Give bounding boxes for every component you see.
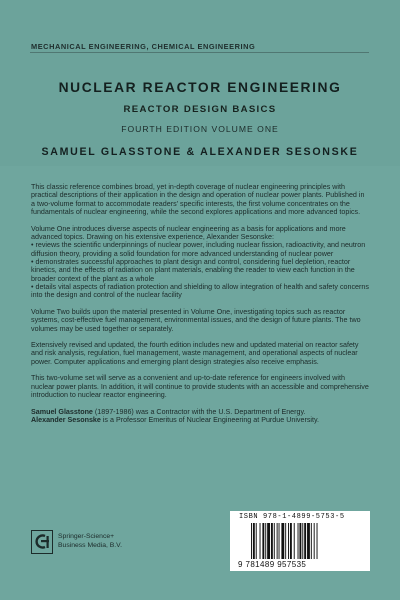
book-title: NUCLEAR REACTOR ENGINEERING <box>58 80 342 95</box>
author-bio: (1897-1986) was a Contractor with the U.S. Department of Energy. <box>92 407 306 416</box>
bullet-item: • details vital aspects of radiation protection and shielding to allow integration of health and safety concerns into the design and control of the nuclear facility <box>31 282 369 300</box>
series-divider <box>30 52 369 53</box>
barcode <box>250 523 362 559</box>
bullet-item: • reviews the scientific underpinnings of nuclear power, including nuclear fission, radioactivity, and neutron diffusion theory, providing a solid foundation for more advanced understanding of nuclear power <box>31 241 366 258</box>
description <box>31 183 370 432</box>
paragraph: Volume Two builds upon the material presented in Volume One, investigating topics such as reactor systems, cost-effective fuel management, environmental issues, and the design of future plants. The two volumes may be used together or separately. <box>31 307 361 333</box>
authors: SAMUEL GLASSTONE & ALEXANDER SESONSKE <box>41 146 359 158</box>
book-subtitle: REACTOR DESIGN BASICS <box>123 104 277 115</box>
paragraph: This two-volume set will serve as a convenient and up-to-date reference for engineers involved with nuclear power plants. In addition, it will continue to provide students with an accessible and comprehensive introduction to nuclear reactor engineering. <box>31 374 369 399</box>
paragraph: This classic reference combines broad, yet in-depth coverage of nuclear engineering principles with practical descriptions of their application in the design and operation of nuclear power plants. Published in a two-volume format to accommodate readers' specific interests, the first volume concentrates on the fundamentals of nuclear engineering, while the second explores applications and more advanced topics. <box>31 183 365 217</box>
publisher-line: Business Media, B.V. <box>58 542 122 549</box>
author-bio: is a Professor Emeritus of Nuclear Engineering at Purdue University. <box>100 415 320 424</box>
publisher-line: Springer-Science+ <box>58 533 115 540</box>
author-name: Alexander Sesonske <box>31 415 101 424</box>
paragraph: Extensively revised and updated, the fourth edition includes new and updated material on reactor safety and risk analysis, regulation, fuel management, waste management, and operational aspects of nuclear power. Computer applications and emerging plant design strategies also receive emphasis. <box>31 341 359 366</box>
author-bios <box>31 408 370 425</box>
paragraph-lead: Volume One introduces diverse aspects of nuclear engineering as a basis for applications and more advanced topics. Drawing on his extensive experience, Alexander Sesonske: <box>31 224 346 241</box>
series-label: MECHANICAL ENGINEERING, CHEMICAL ENGINEERING <box>31 42 256 51</box>
barcode-digits: 9 781489 957535 <box>238 560 307 569</box>
paragraph <box>31 225 370 300</box>
isbn: ISBN 978-1-4899-5753-5 <box>239 513 345 521</box>
author-name: Samuel Glasstone <box>31 407 93 416</box>
bullet-item: • demonstrates successful approaches to plant design and control, considering fuel depletion, reactor kinetics, and the effects of radiation on plant materials, enabling the reader to view each function in the broader context of the plant as a whole <box>31 257 355 283</box>
publisher-logo-icon <box>31 530 53 554</box>
publisher-name <box>58 532 122 550</box>
isbn-barcode-block <box>230 511 370 571</box>
edition-label: FOURTH EDITION VOLUME ONE <box>121 124 279 134</box>
